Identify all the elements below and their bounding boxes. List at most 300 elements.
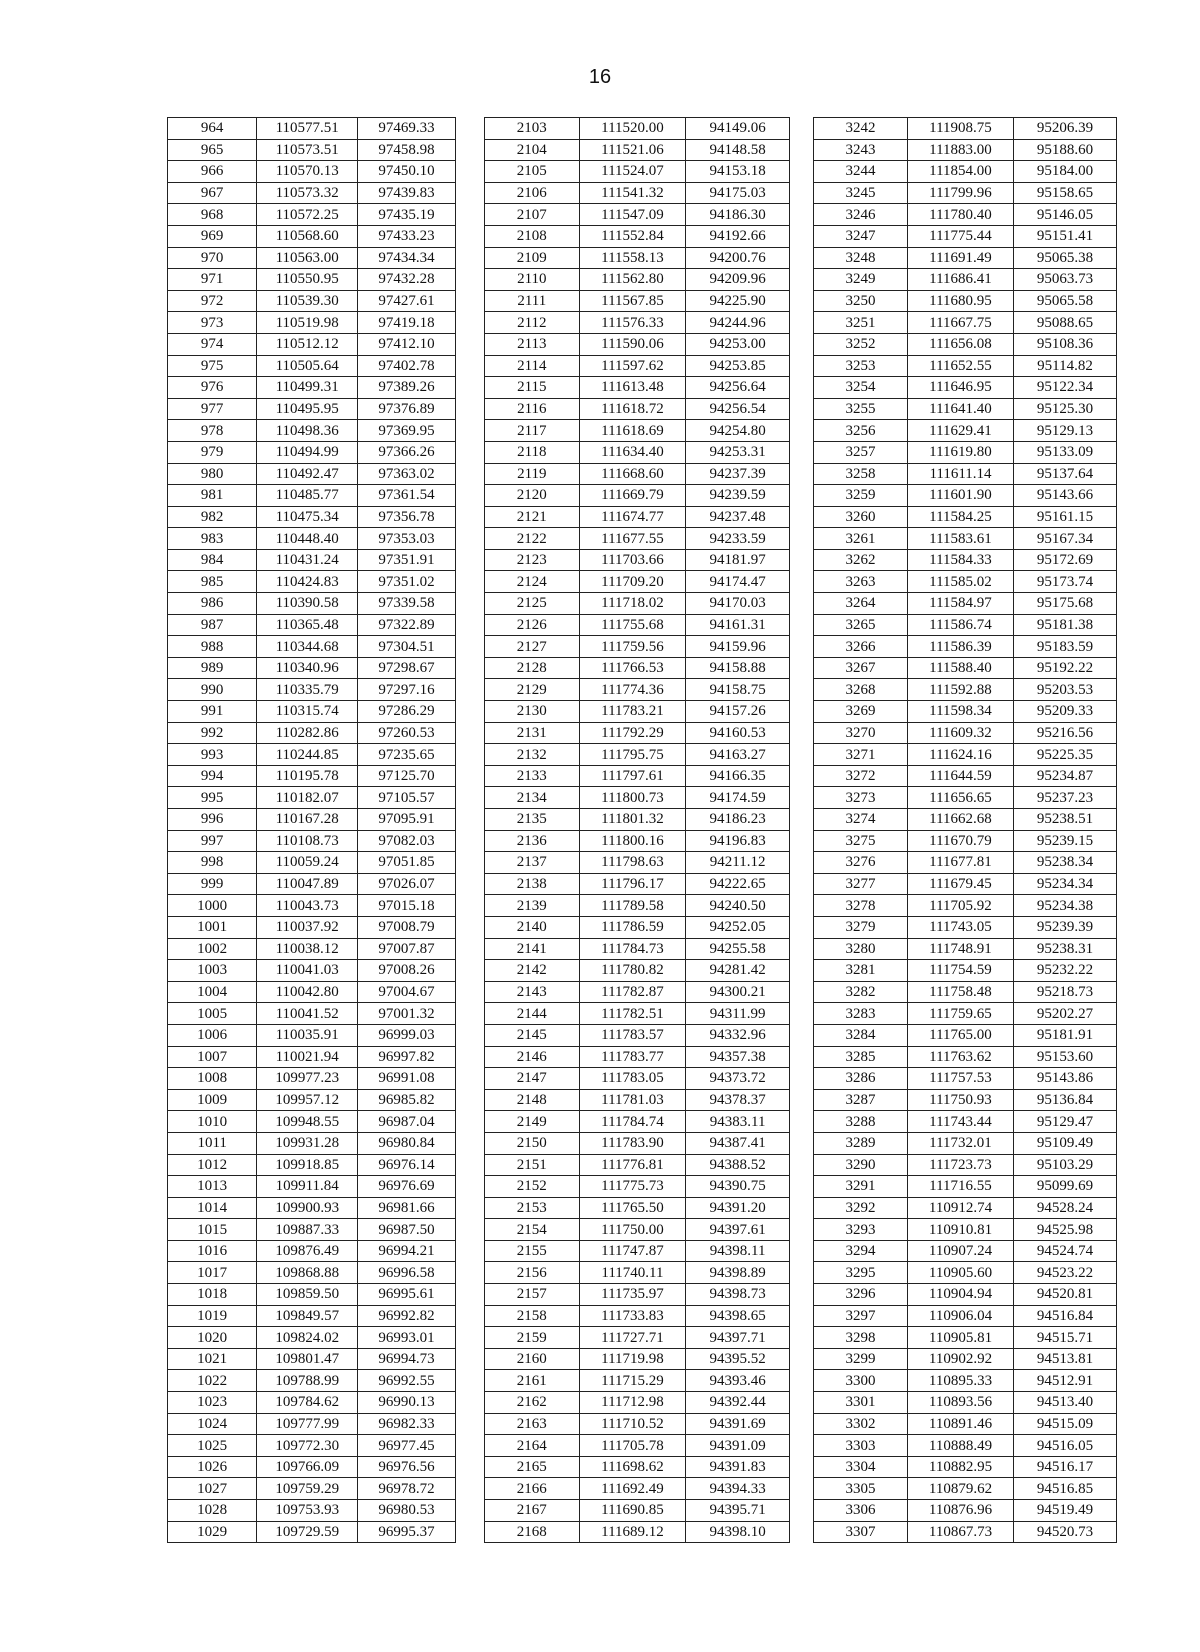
point-number-cell: 3292 bbox=[814, 1197, 908, 1219]
y-coordinate-cell: 97322.89 bbox=[358, 614, 456, 636]
point-number-cell: 3268 bbox=[814, 679, 908, 701]
y-coordinate-cell: 94174.47 bbox=[686, 571, 790, 593]
x-coordinate-cell: 109788.99 bbox=[257, 1370, 358, 1392]
point-number-cell: 998 bbox=[168, 852, 257, 874]
x-coordinate-cell: 110893.56 bbox=[907, 1392, 1013, 1414]
point-number-cell: 2159 bbox=[485, 1327, 580, 1349]
y-coordinate-cell: 97389.26 bbox=[358, 377, 456, 399]
y-coordinate-cell: 94300.21 bbox=[686, 981, 790, 1003]
y-coordinate-cell: 94391.69 bbox=[686, 1413, 790, 1435]
y-coordinate-cell: 97412.10 bbox=[358, 333, 456, 355]
table-row bbox=[485, 420, 790, 442]
y-coordinate-cell: 94186.23 bbox=[686, 809, 790, 831]
x-coordinate-cell: 111854.00 bbox=[907, 161, 1013, 183]
x-coordinate-cell: 109729.59 bbox=[257, 1521, 358, 1543]
table-row bbox=[814, 355, 1117, 377]
y-coordinate-cell: 97015.18 bbox=[358, 895, 456, 917]
x-coordinate-cell: 110424.83 bbox=[257, 571, 358, 593]
point-number-cell: 2115 bbox=[485, 377, 580, 399]
table-row bbox=[814, 1327, 1117, 1349]
table-row bbox=[485, 204, 790, 226]
table-row bbox=[485, 852, 790, 874]
y-coordinate-cell: 97351.91 bbox=[358, 549, 456, 571]
x-coordinate-cell: 111754.59 bbox=[907, 960, 1013, 982]
point-number-cell: 3263 bbox=[814, 571, 908, 593]
y-coordinate-cell: 97369.95 bbox=[358, 420, 456, 442]
table-row bbox=[168, 463, 456, 485]
table-row bbox=[814, 139, 1117, 161]
y-coordinate-cell: 95192.22 bbox=[1013, 657, 1116, 679]
point-number-cell: 992 bbox=[168, 722, 257, 744]
y-coordinate-cell: 94253.85 bbox=[686, 355, 790, 377]
x-coordinate-cell: 109868.88 bbox=[257, 1262, 358, 1284]
point-number-cell: 978 bbox=[168, 420, 257, 442]
point-number-cell: 3262 bbox=[814, 549, 908, 571]
point-number-cell: 993 bbox=[168, 744, 257, 766]
x-coordinate-cell: 111611.14 bbox=[907, 463, 1013, 485]
x-coordinate-cell: 110035.91 bbox=[257, 1024, 358, 1046]
table-row bbox=[485, 290, 790, 312]
x-coordinate-cell: 111755.68 bbox=[579, 614, 686, 636]
x-coordinate-cell: 111590.06 bbox=[579, 333, 686, 355]
x-coordinate-cell: 111715.29 bbox=[579, 1370, 686, 1392]
y-coordinate-cell: 97339.58 bbox=[358, 593, 456, 615]
coordinate-table-2 bbox=[484, 117, 790, 1543]
point-number-cell: 2146 bbox=[485, 1046, 580, 1068]
table-row bbox=[485, 398, 790, 420]
point-number-cell: 1005 bbox=[168, 1003, 257, 1025]
y-coordinate-cell: 95232.22 bbox=[1013, 960, 1116, 982]
table-row bbox=[168, 873, 456, 895]
point-number-cell: 1016 bbox=[168, 1240, 257, 1262]
table-row bbox=[814, 1478, 1117, 1500]
x-coordinate-cell: 110335.79 bbox=[257, 679, 358, 701]
y-coordinate-cell: 94254.80 bbox=[686, 420, 790, 442]
x-coordinate-cell: 111584.33 bbox=[907, 549, 1013, 571]
point-number-cell: 2161 bbox=[485, 1370, 580, 1392]
point-number-cell: 3280 bbox=[814, 938, 908, 960]
table-row bbox=[814, 916, 1117, 938]
point-number-cell: 3293 bbox=[814, 1219, 908, 1241]
y-coordinate-cell: 95143.66 bbox=[1013, 485, 1116, 507]
table-row bbox=[814, 549, 1117, 571]
x-coordinate-cell: 110882.95 bbox=[907, 1456, 1013, 1478]
table-row bbox=[814, 1435, 1117, 1457]
y-coordinate-cell: 97434.34 bbox=[358, 247, 456, 269]
point-number-cell: 3252 bbox=[814, 333, 908, 355]
point-number-cell: 2137 bbox=[485, 852, 580, 874]
y-coordinate-cell: 95238.34 bbox=[1013, 852, 1116, 874]
y-coordinate-cell: 94175.03 bbox=[686, 182, 790, 204]
point-number-cell: 966 bbox=[168, 161, 257, 183]
table-row bbox=[814, 247, 1117, 269]
y-coordinate-cell: 96987.04 bbox=[358, 1111, 456, 1133]
x-coordinate-cell: 109766.09 bbox=[257, 1456, 358, 1478]
table-row bbox=[485, 1154, 790, 1176]
x-coordinate-cell: 111733.83 bbox=[579, 1305, 686, 1327]
y-coordinate-cell: 97105.57 bbox=[358, 787, 456, 809]
point-number-cell: 1001 bbox=[168, 916, 257, 938]
point-number-cell: 1002 bbox=[168, 938, 257, 960]
x-coordinate-cell: 111613.48 bbox=[579, 377, 686, 399]
y-coordinate-cell: 95234.38 bbox=[1013, 895, 1116, 917]
y-coordinate-cell: 94392.44 bbox=[686, 1392, 790, 1414]
x-coordinate-cell: 111758.48 bbox=[907, 981, 1013, 1003]
table-row bbox=[814, 765, 1117, 787]
table-row bbox=[168, 1392, 456, 1414]
x-coordinate-cell: 111629.41 bbox=[907, 420, 1013, 442]
table-row bbox=[485, 571, 790, 593]
x-coordinate-cell: 109753.93 bbox=[257, 1500, 358, 1522]
table-row bbox=[168, 916, 456, 938]
x-coordinate-cell: 111759.65 bbox=[907, 1003, 1013, 1025]
point-number-cell: 1000 bbox=[168, 895, 257, 917]
point-number-cell: 2109 bbox=[485, 247, 580, 269]
point-number-cell: 1008 bbox=[168, 1068, 257, 1090]
point-number-cell: 981 bbox=[168, 485, 257, 507]
y-coordinate-cell: 97125.70 bbox=[358, 765, 456, 787]
point-number-cell: 3254 bbox=[814, 377, 908, 399]
x-coordinate-cell: 111520.00 bbox=[579, 118, 686, 140]
x-coordinate-cell: 110895.33 bbox=[907, 1370, 1013, 1392]
table-row bbox=[485, 916, 790, 938]
x-coordinate-cell: 111775.73 bbox=[579, 1176, 686, 1198]
point-number-cell: 3288 bbox=[814, 1111, 908, 1133]
table-row bbox=[485, 1521, 790, 1543]
table-row bbox=[814, 118, 1117, 140]
x-coordinate-cell: 110195.78 bbox=[257, 765, 358, 787]
y-coordinate-cell: 94222.65 bbox=[686, 873, 790, 895]
x-coordinate-cell: 111783.77 bbox=[579, 1046, 686, 1068]
y-coordinate-cell: 94383.11 bbox=[686, 1111, 790, 1133]
x-coordinate-cell: 110494.99 bbox=[257, 441, 358, 463]
y-coordinate-cell: 94398.11 bbox=[686, 1240, 790, 1262]
table-row bbox=[814, 1500, 1117, 1522]
point-number-cell: 2144 bbox=[485, 1003, 580, 1025]
point-number-cell: 3299 bbox=[814, 1348, 908, 1370]
x-coordinate-cell: 109859.50 bbox=[257, 1284, 358, 1306]
x-coordinate-cell: 110047.89 bbox=[257, 873, 358, 895]
x-coordinate-cell: 111765.50 bbox=[579, 1197, 686, 1219]
x-coordinate-cell: 111524.07 bbox=[579, 161, 686, 183]
table-row bbox=[485, 809, 790, 831]
y-coordinate-cell: 97427.61 bbox=[358, 290, 456, 312]
x-coordinate-cell: 111644.59 bbox=[907, 765, 1013, 787]
table-row bbox=[168, 809, 456, 831]
x-coordinate-cell: 111786.59 bbox=[579, 916, 686, 938]
y-coordinate-cell: 97458.98 bbox=[358, 139, 456, 161]
y-coordinate-cell: 96992.82 bbox=[358, 1305, 456, 1327]
point-number-cell: 3295 bbox=[814, 1262, 908, 1284]
y-coordinate-cell: 94209.96 bbox=[686, 269, 790, 291]
table-row bbox=[168, 722, 456, 744]
y-coordinate-cell: 94233.59 bbox=[686, 528, 790, 550]
y-coordinate-cell: 97361.54 bbox=[358, 485, 456, 507]
table-row bbox=[168, 1413, 456, 1435]
table-row bbox=[485, 269, 790, 291]
y-coordinate-cell: 97004.67 bbox=[358, 981, 456, 1003]
y-coordinate-cell: 94524.74 bbox=[1013, 1240, 1116, 1262]
x-coordinate-cell: 111780.82 bbox=[579, 960, 686, 982]
point-number-cell: 983 bbox=[168, 528, 257, 550]
table-row bbox=[814, 1219, 1117, 1241]
point-number-cell: 1025 bbox=[168, 1435, 257, 1457]
x-coordinate-cell: 110904.94 bbox=[907, 1284, 1013, 1306]
table-row bbox=[814, 1111, 1117, 1133]
point-number-cell: 1003 bbox=[168, 960, 257, 982]
point-number-cell: 2110 bbox=[485, 269, 580, 291]
y-coordinate-cell: 94160.53 bbox=[686, 722, 790, 744]
x-coordinate-cell: 110570.13 bbox=[257, 161, 358, 183]
y-coordinate-cell: 97363.02 bbox=[358, 463, 456, 485]
table-row bbox=[814, 1132, 1117, 1154]
x-coordinate-cell: 111783.05 bbox=[579, 1068, 686, 1090]
point-number-cell: 2149 bbox=[485, 1111, 580, 1133]
table-row bbox=[814, 312, 1117, 334]
point-number-cell: 1004 bbox=[168, 981, 257, 1003]
table-row bbox=[814, 528, 1117, 550]
y-coordinate-cell: 95065.38 bbox=[1013, 247, 1116, 269]
y-coordinate-cell: 95237.23 bbox=[1013, 787, 1116, 809]
y-coordinate-cell: 94390.75 bbox=[686, 1176, 790, 1198]
table-row bbox=[814, 744, 1117, 766]
table-row bbox=[814, 269, 1117, 291]
x-coordinate-cell: 111677.81 bbox=[907, 852, 1013, 874]
table-row bbox=[485, 441, 790, 463]
x-coordinate-cell: 111799.96 bbox=[907, 182, 1013, 204]
table-row bbox=[168, 852, 456, 874]
y-coordinate-cell: 95216.56 bbox=[1013, 722, 1116, 744]
x-coordinate-cell: 110498.36 bbox=[257, 420, 358, 442]
table-row bbox=[814, 571, 1117, 593]
table-row bbox=[168, 571, 456, 593]
x-coordinate-cell: 110539.30 bbox=[257, 290, 358, 312]
point-number-cell: 1019 bbox=[168, 1305, 257, 1327]
point-number-cell: 2122 bbox=[485, 528, 580, 550]
point-number-cell: 3253 bbox=[814, 355, 908, 377]
x-coordinate-cell: 110043.73 bbox=[257, 895, 358, 917]
x-coordinate-cell: 111677.55 bbox=[579, 528, 686, 550]
point-number-cell: 3294 bbox=[814, 1240, 908, 1262]
y-coordinate-cell: 95103.29 bbox=[1013, 1154, 1116, 1176]
table-row bbox=[168, 247, 456, 269]
table-row bbox=[168, 614, 456, 636]
y-coordinate-cell: 95239.39 bbox=[1013, 916, 1116, 938]
x-coordinate-cell: 110912.74 bbox=[907, 1197, 1013, 1219]
y-coordinate-cell: 94311.99 bbox=[686, 1003, 790, 1025]
y-coordinate-cell: 96976.14 bbox=[358, 1154, 456, 1176]
point-number-cell: 3257 bbox=[814, 441, 908, 463]
point-number-cell: 3282 bbox=[814, 981, 908, 1003]
point-number-cell: 3271 bbox=[814, 744, 908, 766]
y-coordinate-cell: 95238.31 bbox=[1013, 938, 1116, 960]
x-coordinate-cell: 110499.31 bbox=[257, 377, 358, 399]
table-row bbox=[485, 1132, 790, 1154]
x-coordinate-cell: 111558.13 bbox=[579, 247, 686, 269]
point-number-cell: 2108 bbox=[485, 225, 580, 247]
table-row bbox=[814, 1068, 1117, 1090]
point-number-cell: 965 bbox=[168, 139, 257, 161]
table-row bbox=[168, 1089, 456, 1111]
y-coordinate-cell: 97008.26 bbox=[358, 960, 456, 982]
x-coordinate-cell: 111718.02 bbox=[579, 593, 686, 615]
table-row bbox=[168, 1478, 456, 1500]
point-number-cell: 1029 bbox=[168, 1521, 257, 1543]
x-coordinate-cell: 111801.32 bbox=[579, 809, 686, 831]
table-row bbox=[485, 528, 790, 550]
x-coordinate-cell: 110021.94 bbox=[257, 1046, 358, 1068]
x-coordinate-cell: 110910.81 bbox=[907, 1219, 1013, 1241]
point-number-cell: 3246 bbox=[814, 204, 908, 226]
point-number-cell: 2130 bbox=[485, 701, 580, 723]
point-number-cell: 3273 bbox=[814, 787, 908, 809]
y-coordinate-cell: 95143.86 bbox=[1013, 1068, 1116, 1090]
table-row bbox=[814, 938, 1117, 960]
point-number-cell: 3249 bbox=[814, 269, 908, 291]
x-coordinate-cell: 110475.34 bbox=[257, 506, 358, 528]
y-coordinate-cell: 94525.98 bbox=[1013, 1219, 1116, 1241]
point-number-cell: 2140 bbox=[485, 916, 580, 938]
table-row bbox=[814, 679, 1117, 701]
table-row bbox=[168, 139, 456, 161]
y-coordinate-cell: 94398.73 bbox=[686, 1284, 790, 1306]
y-coordinate-cell: 95209.33 bbox=[1013, 701, 1116, 723]
x-coordinate-cell: 111601.90 bbox=[907, 485, 1013, 507]
table-row bbox=[168, 593, 456, 615]
x-coordinate-cell: 111784.73 bbox=[579, 938, 686, 960]
y-coordinate-cell: 94513.81 bbox=[1013, 1348, 1116, 1370]
y-coordinate-cell: 95065.58 bbox=[1013, 290, 1116, 312]
table-row bbox=[485, 744, 790, 766]
x-coordinate-cell: 111586.74 bbox=[907, 614, 1013, 636]
point-number-cell: 2162 bbox=[485, 1392, 580, 1414]
point-number-cell: 3243 bbox=[814, 139, 908, 161]
table-row bbox=[168, 938, 456, 960]
x-coordinate-cell: 109900.93 bbox=[257, 1197, 358, 1219]
x-coordinate-cell: 111765.00 bbox=[907, 1024, 1013, 1046]
point-number-cell: 2168 bbox=[485, 1521, 580, 1543]
x-coordinate-cell: 111588.40 bbox=[907, 657, 1013, 679]
point-number-cell: 2167 bbox=[485, 1500, 580, 1522]
table-row bbox=[168, 1111, 456, 1133]
y-coordinate-cell: 95181.38 bbox=[1013, 614, 1116, 636]
point-number-cell: 2103 bbox=[485, 118, 580, 140]
point-number-cell: 1006 bbox=[168, 1024, 257, 1046]
x-coordinate-cell: 111586.39 bbox=[907, 636, 1013, 658]
point-number-cell: 2125 bbox=[485, 593, 580, 615]
y-coordinate-cell: 94393.46 bbox=[686, 1370, 790, 1392]
x-coordinate-cell: 111908.75 bbox=[907, 118, 1013, 140]
point-number-cell: 2104 bbox=[485, 139, 580, 161]
x-coordinate-cell: 109801.47 bbox=[257, 1348, 358, 1370]
y-coordinate-cell: 95099.69 bbox=[1013, 1176, 1116, 1198]
point-number-cell: 2120 bbox=[485, 485, 580, 507]
point-number-cell: 3286 bbox=[814, 1068, 908, 1090]
table-row bbox=[168, 787, 456, 809]
x-coordinate-cell: 111552.84 bbox=[579, 225, 686, 247]
point-number-cell: 2129 bbox=[485, 679, 580, 701]
x-coordinate-cell: 111747.87 bbox=[579, 1240, 686, 1262]
y-coordinate-cell: 95202.27 bbox=[1013, 1003, 1116, 1025]
table-row bbox=[168, 290, 456, 312]
x-coordinate-cell: 111690.85 bbox=[579, 1500, 686, 1522]
point-number-cell: 1012 bbox=[168, 1154, 257, 1176]
table-row bbox=[485, 139, 790, 161]
y-coordinate-cell: 96976.56 bbox=[358, 1456, 456, 1478]
point-number-cell: 1027 bbox=[168, 1478, 257, 1500]
point-number-cell: 2141 bbox=[485, 938, 580, 960]
x-coordinate-cell: 111691.49 bbox=[907, 247, 1013, 269]
table-row bbox=[485, 765, 790, 787]
y-coordinate-cell: 96991.08 bbox=[358, 1068, 456, 1090]
y-coordinate-cell: 94163.27 bbox=[686, 744, 790, 766]
x-coordinate-cell: 111782.51 bbox=[579, 1003, 686, 1025]
table-row bbox=[168, 269, 456, 291]
x-coordinate-cell: 111705.92 bbox=[907, 895, 1013, 917]
table-row bbox=[168, 960, 456, 982]
y-coordinate-cell: 95188.60 bbox=[1013, 139, 1116, 161]
y-coordinate-cell: 95225.35 bbox=[1013, 744, 1116, 766]
x-coordinate-cell: 110505.64 bbox=[257, 355, 358, 377]
y-coordinate-cell: 94170.03 bbox=[686, 593, 790, 615]
table-row bbox=[168, 549, 456, 571]
point-number-cell: 3264 bbox=[814, 593, 908, 615]
y-coordinate-cell: 95203.53 bbox=[1013, 679, 1116, 701]
x-coordinate-cell: 111646.95 bbox=[907, 377, 1013, 399]
y-coordinate-cell: 95158.65 bbox=[1013, 182, 1116, 204]
table-row bbox=[168, 118, 456, 140]
point-number-cell: 2147 bbox=[485, 1068, 580, 1090]
point-number-cell: 3265 bbox=[814, 614, 908, 636]
y-coordinate-cell: 94387.41 bbox=[686, 1132, 790, 1154]
point-number-cell: 3247 bbox=[814, 225, 908, 247]
page-number: 16 bbox=[588, 66, 612, 88]
point-number-cell: 3279 bbox=[814, 916, 908, 938]
x-coordinate-cell: 111592.88 bbox=[907, 679, 1013, 701]
y-coordinate-cell: 94158.75 bbox=[686, 679, 790, 701]
y-coordinate-cell: 94398.89 bbox=[686, 1262, 790, 1284]
y-coordinate-cell: 95129.47 bbox=[1013, 1111, 1116, 1133]
point-number-cell: 1023 bbox=[168, 1392, 257, 1414]
point-number-cell: 979 bbox=[168, 441, 257, 463]
x-coordinate-cell: 110907.24 bbox=[907, 1240, 1013, 1262]
x-coordinate-cell: 111800.73 bbox=[579, 787, 686, 809]
table-row bbox=[168, 701, 456, 723]
point-number-cell: 3251 bbox=[814, 312, 908, 334]
point-number-cell: 3297 bbox=[814, 1305, 908, 1327]
x-coordinate-cell: 109918.85 bbox=[257, 1154, 358, 1176]
y-coordinate-cell: 97439.83 bbox=[358, 182, 456, 204]
x-coordinate-cell: 111792.29 bbox=[579, 722, 686, 744]
table-row bbox=[485, 679, 790, 701]
point-number-cell: 967 bbox=[168, 182, 257, 204]
x-coordinate-cell: 111795.75 bbox=[579, 744, 686, 766]
y-coordinate-cell: 94516.85 bbox=[1013, 1478, 1116, 1500]
point-number-cell: 2158 bbox=[485, 1305, 580, 1327]
y-coordinate-cell: 97432.28 bbox=[358, 269, 456, 291]
table-row bbox=[814, 830, 1117, 852]
y-coordinate-cell: 94159.96 bbox=[686, 636, 790, 658]
point-number-cell: 2133 bbox=[485, 765, 580, 787]
point-number-cell: 2116 bbox=[485, 398, 580, 420]
y-coordinate-cell: 95114.82 bbox=[1013, 355, 1116, 377]
x-coordinate-cell: 109887.33 bbox=[257, 1219, 358, 1241]
x-coordinate-cell: 110365.48 bbox=[257, 614, 358, 636]
x-coordinate-cell: 109948.55 bbox=[257, 1111, 358, 1133]
point-number-cell: 3274 bbox=[814, 809, 908, 831]
point-number-cell: 3270 bbox=[814, 722, 908, 744]
y-coordinate-cell: 97450.10 bbox=[358, 161, 456, 183]
